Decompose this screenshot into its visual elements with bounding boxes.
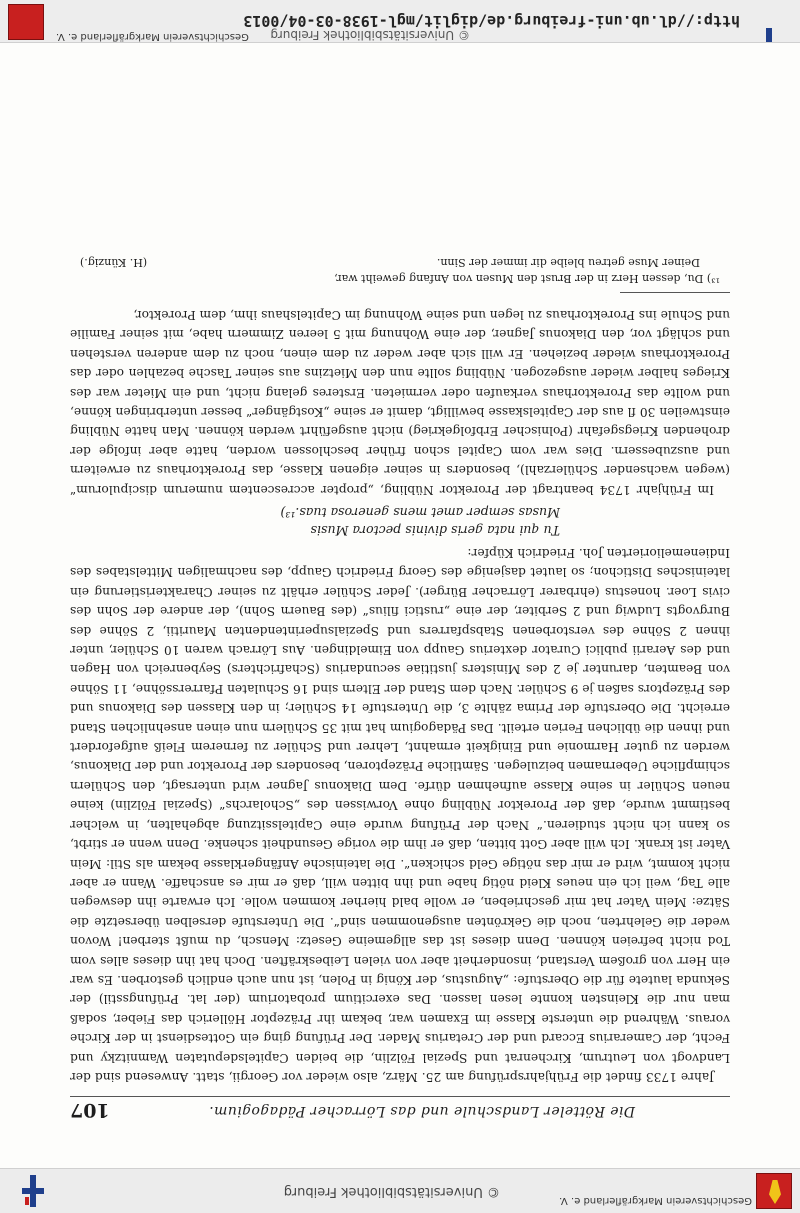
university-logo-icon xyxy=(22,1175,44,1207)
paragraph-2: Im Frühjahr 1734 beantragt der Prorektor Nübling, „propter accrescentem numerum discipulorum“ (wegen wachsender Schülerzahl), besonders in seiner eigenen Klasse, das Prorektorhaus zu erweitern und auszubessern. Dies war vom Capitel schon früher beschlossen worden, hatte aber infolge der drohenden Kriegsgefahr (Polnischer Erbfolgekrieg) nicht ausgeführt werden können. Man hatte Nübling einstweilen 30 fl aus der Capitelskasse bewilligt, damit er seine „Kostgänger“ besser unterbringen könne, und wollte das Prorektorhaus verkaufen oder vermieten. Ersteres gelang nicht, und ein Mieter war des Krieges halber wieder ausgezogen. Nübling sollte nun den Mietzins aus seiner Tasche bezahlen oder das Prorektorhaus wieder beziehen. Er will sich aber weder zu dem einen, noch zu dem anderen verstehen und schlägt vor, den Diakonus Jagner, der eine Wohnung mit 5 leeren Zimmern habe, mit seiner Familie und Schule ins Prorektorhaus zu legen und seine Wohnung im Capitelshaus ihm, dem Prorektor, xyxy=(70,307,730,497)
page-header xyxy=(70,1096,730,1125)
org-name-footer: Geschichtsverein Markgräflerland e. V. xyxy=(56,31,249,42)
viewer-header xyxy=(0,1168,800,1213)
coat-of-arms-footer-icon xyxy=(8,4,44,40)
org-name: Geschichtsverein Markgräflerland e. V. xyxy=(559,1195,752,1206)
footnote-verse: Deiner Muse getreu bleibe dir immer der Sinn. xyxy=(436,255,700,269)
coat-of-arms-icon xyxy=(756,1173,792,1209)
university-logo-small-icon xyxy=(758,28,780,42)
running-title: Die Rötteler Landschule und das Lörracher Pädagogium. xyxy=(208,1103,635,1119)
library-credit: © Universitätsbibliothek Freiburg xyxy=(283,1184,500,1199)
viewer-footer xyxy=(0,0,800,43)
footnote-author: (H. Künzig.) xyxy=(80,255,148,269)
footnote-text: ¹³) Du, dessen Herz in der Brust den Musen von Anfang geweiht war, xyxy=(334,271,720,285)
verse-line-1: Tu qui nata geris divinis pectora Musis xyxy=(310,522,560,538)
footnote-divider xyxy=(620,292,730,293)
page-number: 107 xyxy=(70,1099,110,1121)
latin-distichon xyxy=(70,503,560,539)
document-url[interactable]: http://dl.ub.uni-freiburg.de/diglit/mgl-1938-03-04/0013 xyxy=(243,12,740,30)
page-content xyxy=(70,254,730,1125)
paragraph-1: Jahre 1733 findet die Frühjahrsprüfung am 25. März, also wieder vor Georgii, statt. Anwesend sind der Landvogt von Leutrum, Kirchenrat und Spezial Fölzlin, die beiden Capitelsdeputaten Wamnitzky und Fecht, der Camerarius Eccard und der Cretarius Mader. Der Prüfung ging ein Gottesdienst in der Kirche voraus. Während die unterste Klasse im Examen war, bekam ihr Präzeptor Höllerich das Fieber, sodaß man nur die Kleinsten konnte lesen lassen. Das exercitium probatorium (der lat. Prüfungsstil) der Sekunda lautete für die Oberstufe: „Augustus, der König in Polen, ist nun auch endlich gestorben. Es war ein Herr von großem Verstand, insonderheit aber von vielen Leibeskräften. Doch hat ihn dieses alles vom Tod nicht befreien können. Denn dieses ist das allgemeine Gesetz: Mensch, du mußt sterben! Wovon weder die Gelehrten, noch die Gekrönten ausgenommen sind“. Die Unterstufe derselben übersetzte die Sätze: Mein Vater hat mir geschrieben, er wolle bald hierher kommen wolle. Ich erwarte ihn deswegen alle Tag, weil ich ein neues Kleid nötig habe und ihn bitten will, daß er mir es anschaffe. Wann er aber nicht kommt, wird er mir das nötige Geld schicken“. Die lateinische Anfängerklasse bekam als Stil: Mein Vater ist krank. Ich will aber Gott bitten, daß er ihm die vorige Gesundheit schenke. Denn wenn er stirbt, so kann ich nicht studieren.“ Nach der Prüfung wurde eine Capitelssitzung abgehalten, in welcher bestimmt wurde, daß der Prorektor Nübling ohne Vorwissen des „Scholarchs“ (Spezial Fölzlin) keine neuen Schüler in seine Klasse aufnehmen dürfe. Dem Diakonus Jagner wird untersagt, den Schülern schimpfliche Uebernamen beizulegen. Sämtliche Präzeptoren, besonders der Prorektor und der Diakonus, werden zu guter Harmonie und Einigkeit ermahnt, Lehrer und Schüler zu fernerem Fleiß aufgefordert und ihnen die üblichen Ferien erteilt. Das Pädagogium hat mit 35 Schülern nun einen ansehnlichen Stand erreicht. Die Oberstufe der Prima zählte 3, die Unterstufe 14 Schüler; in den Klassen des Diakonus und des Präzeptors saßen je 9 Schüler. Nach dem Stand der Eltern sind 16 Schulaten Pfarrerssöhne, 11 Söhne von Beamten, darunter je 2 des Ministers justitiae secundarius (Schafrichters) Seybenreich von Hagen und des Aerarii publici Curator dexterius Gaupp von Eimeldingen. Aus Lörrach waren 10 Schüler, unter ihnen 2 Söhne des verstorbenen Stabspfarrers und Spezialsuperintendenten Mauritii, 2 Söhne des Burgvogts Ludwig und 2 Serbiter, der eine „rustici filius“ (des Bauern Sohn), der andere der Sohn des civis Loer. honestus (ehrbarer Lörracher Bürger). Jeder Schüler erhält zu seiner Charakteristierung ein lateinisches Distichon; so lautet dasjenige des Georg Friedrich Gaupp, des nachmaligen Mittelstabes des Indienemeliorierten Joh. Friedrich Küpfer: xyxy=(70,546,730,1084)
footnote-signature xyxy=(70,254,730,270)
verse-line-2: Musas semper amet mens generosa tuas.¹³) xyxy=(280,504,560,520)
library-credit-footer: © Universitätsbibliothek Freiburg xyxy=(270,28,470,42)
